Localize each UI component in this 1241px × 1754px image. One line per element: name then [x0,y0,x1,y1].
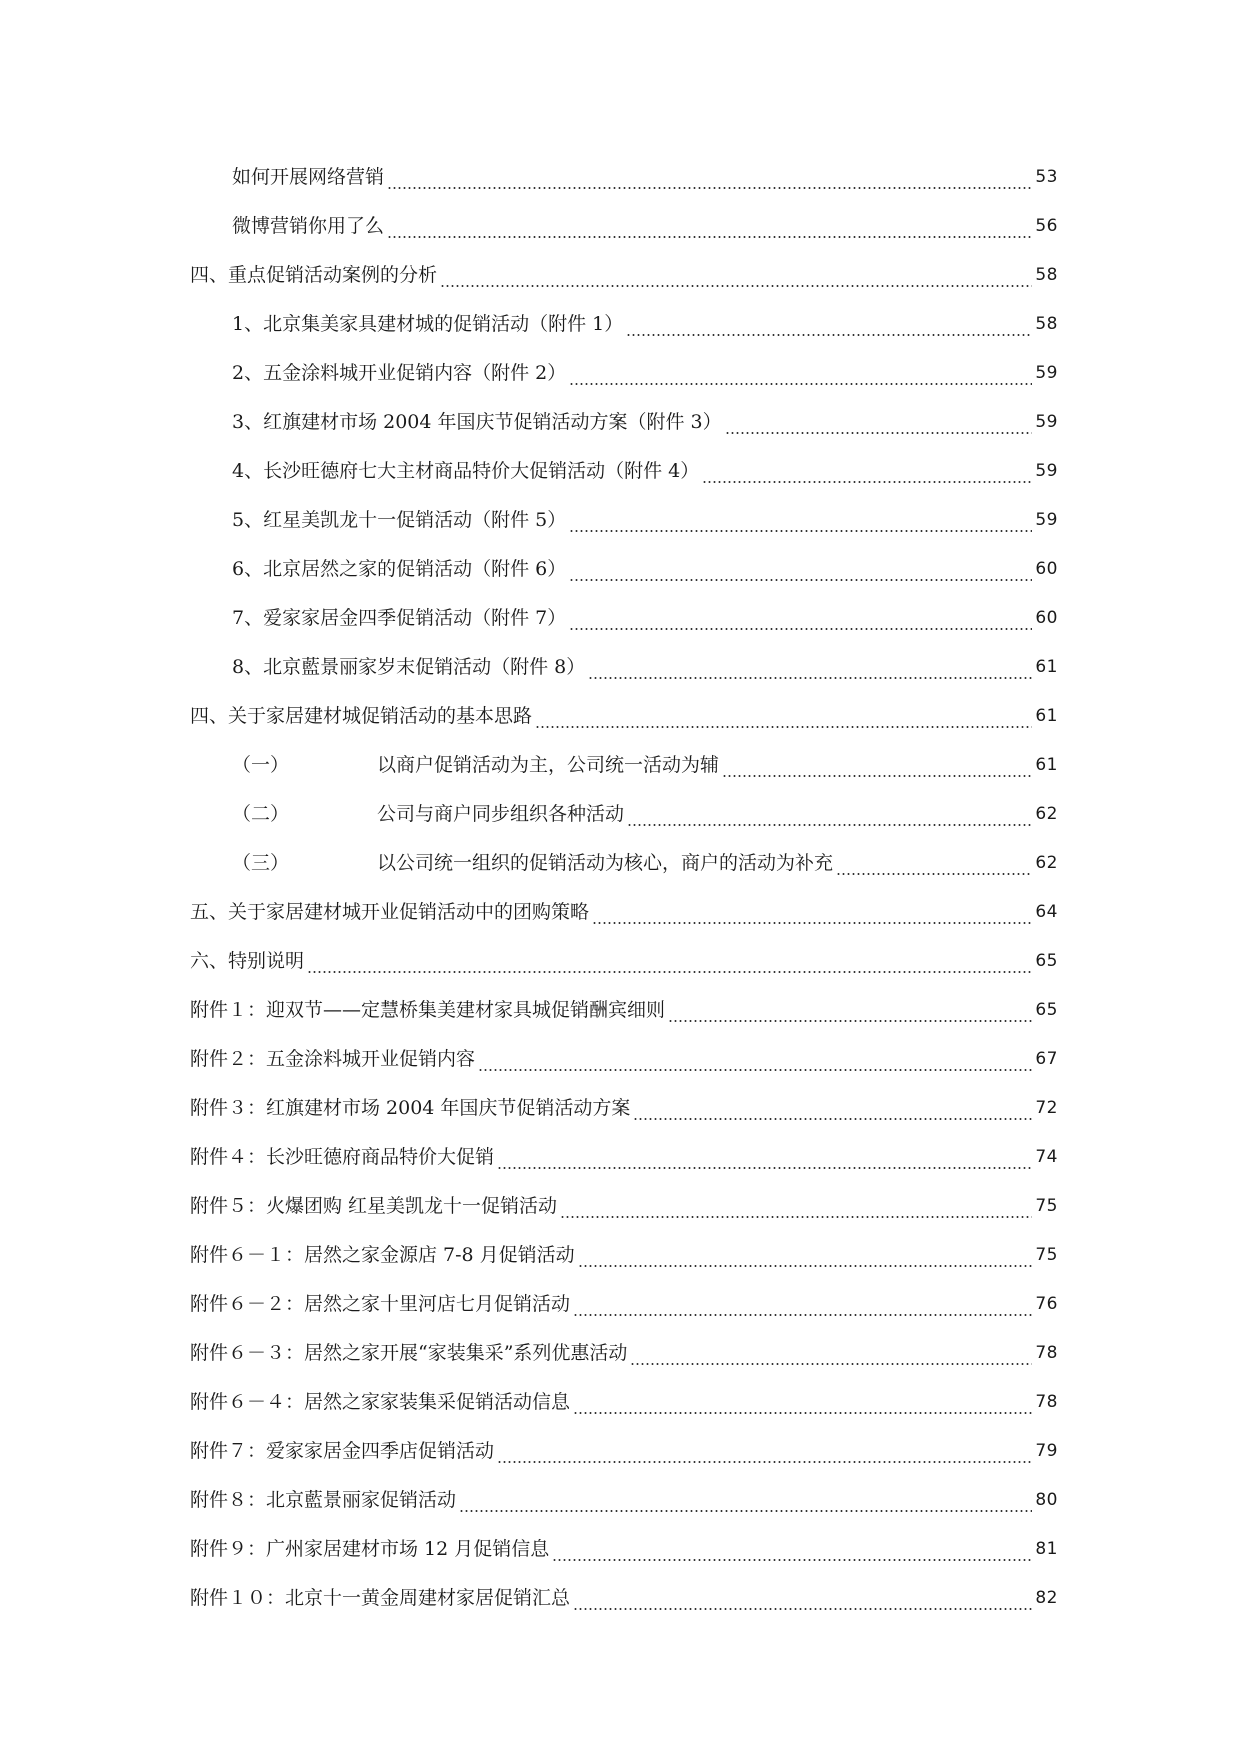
toc-entry-title [232,851,833,875]
toc-entry[interactable] [0,1132,1241,1181]
toc-entry-text: 六、特别说明 [190,949,305,972]
toc-entry-text: 附件１０：北京十一黄金周建材家居促销汇总 [190,1586,571,1609]
toc-entry-text: 四、关于家居建材城促销活动的基本思路 [190,704,533,727]
dot-leader [633,1118,1032,1120]
toc-entry-text: 7、爱家家居金四季促销活动（附件 7） [232,606,567,629]
toc-entry-text: 附件６－２：居然之家十里河店七月促销活动 [190,1292,571,1315]
toc-entry[interactable] [0,348,1241,397]
toc-entry[interactable] [0,1328,1241,1377]
dot-leader [535,726,1032,728]
toc-page-number: 76 [1035,1293,1058,1314]
toc-page-number: 79 [1035,1440,1058,1461]
dot-leader [440,285,1032,287]
toc-entry-title [232,410,722,434]
toc-page-number: 82 [1035,1587,1058,1608]
toc-entry-title [190,1341,627,1365]
toc-entry-text: 4、长沙旺德府七大主材商品特价大促销活动（附件 4） [232,459,700,482]
toc-entry-text: 附件６－１：居然之家金源店 7-8 月促销活动 [190,1243,575,1266]
toc-entry-text: 如何开展网络营销 [232,165,385,188]
toc-entry-title [232,753,719,777]
toc-entry-number: （二） [232,802,290,825]
dot-leader [569,579,1032,581]
toc-entry-text: 附件２：五金涂料城开业促销内容 [190,1047,476,1070]
dot-leader [627,824,1032,826]
dot-leader [573,1608,1032,1610]
toc-entry-text: 附件３：红旗建材市场 2004 年国庆节促销活动方案 [190,1096,631,1119]
toc-page-number: 59 [1035,509,1058,530]
dot-leader [836,873,1032,875]
toc-page-number: 58 [1035,313,1058,334]
dot-leader [722,775,1032,777]
toc-entry[interactable] [0,544,1241,593]
toc-page-number: 65 [1035,950,1058,971]
toc-entry-text: 附件５：火爆团购 红星美凯龙十一促销活动 [190,1194,558,1217]
toc-entry-title [190,949,304,973]
toc-entry-title [232,312,623,336]
toc-entry-title [232,655,585,679]
dot-leader [387,236,1032,238]
toc-entry-title [190,1047,475,1071]
toc-entry-text: 附件６－４：居然之家家装集采促销活动信息 [190,1390,571,1413]
dot-leader [630,1363,1032,1365]
toc-page-number: 81 [1035,1538,1058,1559]
toc-entry-title [190,1145,494,1169]
toc-page-number: 59 [1035,411,1058,432]
table-of-contents [0,152,1241,1622]
toc-page-number: 72 [1035,1097,1058,1118]
dot-leader [702,481,1032,483]
toc-page-number: 78 [1035,1391,1058,1412]
dot-leader [578,1265,1033,1267]
toc-entry-title [232,361,566,385]
toc-page-number: 62 [1035,803,1058,824]
dot-leader [588,677,1032,679]
toc-entry-title [190,998,665,1022]
toc-entry-title [232,508,566,532]
toc-page-number: 64 [1035,901,1058,922]
toc-entry-text: 3、红旗建材市场 2004 年国庆节促销活动方案（附件 3） [232,410,722,433]
dot-leader [560,1216,1032,1218]
dot-leader [569,383,1032,385]
toc-entry-text: 以公司统一组织的促销活动为核心，商户的活动为补充 [377,851,834,874]
dot-leader [569,628,1032,630]
dot-leader [592,922,1032,924]
dot-leader [497,1461,1032,1463]
toc-entry-title [190,1390,570,1414]
toc-entry[interactable] [0,887,1241,936]
dot-leader [668,1020,1032,1022]
toc-page-number: 75 [1035,1244,1058,1265]
toc-page-number: 65 [1035,999,1058,1020]
toc-entry-text: 5、红星美凯龙十一促销活动（附件 5） [232,508,567,531]
toc-entry[interactable] [0,1034,1241,1083]
toc-entry-title [190,1439,494,1463]
toc-entry-text: 公司与商户同步组织各种活动 [377,802,625,825]
toc-entry-number: （一） [232,753,290,776]
dot-leader [307,971,1032,973]
toc-entry-text: 附件７：爱家家居金四季店促销活动 [190,1439,495,1462]
dot-leader [573,1314,1032,1316]
dot-leader [725,432,1033,434]
toc-entry-title [232,802,624,826]
toc-entry[interactable] [0,936,1241,985]
dot-leader [552,1559,1032,1561]
toc-entry-title [232,606,566,630]
toc-page-number: 58 [1035,264,1058,285]
toc-entry[interactable] [0,495,1241,544]
toc-entry[interactable] [0,1475,1241,1524]
toc-entry-text: 附件９：广州家居建材市场 12 月促销信息 [190,1537,550,1560]
toc-entry[interactable] [0,1573,1241,1622]
toc-entry[interactable] [0,985,1241,1034]
toc-entry-title [190,900,589,924]
toc-entry-text: 6、北京居然之家的促销活动（附件 6） [232,557,567,580]
toc-entry[interactable] [0,446,1241,495]
toc-entry[interactable] [0,740,1241,789]
toc-entry-title [190,1537,549,1561]
toc-entry-title [190,1586,570,1610]
toc-entry-text: 附件４：长沙旺德府商品特价大促销 [190,1145,495,1168]
toc-entry-text: 附件８：北京藍景丽家促销活动 [190,1488,457,1511]
toc-entry-text: 8、北京藍景丽家岁末促销活动（附件 8） [232,655,586,678]
toc-entry-text: 以商户促销活动为主，公司统一活动为辅 [377,753,720,776]
toc-entry[interactable] [0,1083,1241,1132]
toc-page-number: 53 [1035,166,1058,187]
toc-entry-title [232,459,699,483]
toc-entry[interactable] [0,1181,1241,1230]
toc-page-number: 75 [1035,1195,1058,1216]
toc-entry[interactable] [0,789,1241,838]
toc-page-number: 60 [1035,607,1058,628]
toc-page-number: 62 [1035,852,1058,873]
toc-page-number: 80 [1035,1489,1058,1510]
dot-leader [569,530,1032,532]
toc-entry-text: 1、北京集美家具建材城的促销活动（附件 1） [232,312,624,335]
toc-entry[interactable] [0,1377,1241,1426]
toc-entry[interactable] [0,201,1241,250]
toc-entry-title [232,557,566,581]
dot-leader [459,1510,1032,1512]
toc-entry-title [190,1292,570,1316]
toc-entry[interactable] [0,397,1241,446]
toc-page-number: 61 [1035,754,1058,775]
toc-entry-text: 附件１：迎双节——定慧桥集美建材家具城促销酬宾细则 [190,998,666,1021]
toc-entry[interactable] [0,838,1241,887]
toc-page-number: 78 [1035,1342,1058,1363]
dot-leader [387,187,1032,189]
toc-entry-title [190,704,532,728]
toc-page-number: 56 [1035,215,1058,236]
toc-entry[interactable] [0,1230,1241,1279]
toc-entry-text: 五、关于家居建材城开业促销活动中的团购策略 [190,900,590,923]
dot-leader [497,1167,1032,1169]
dot-leader [478,1069,1032,1071]
toc-entry-text: 微博营销你用了么 [232,214,385,237]
toc-entry-text: 四、重点促销活动案例的分析 [190,263,438,286]
toc-entry[interactable] [0,299,1241,348]
toc-entry-text: 2、五金涂料城开业促销内容（附件 2） [232,361,567,384]
toc-entry[interactable] [0,250,1241,299]
toc-page-number: 61 [1035,656,1058,677]
toc-entry-title [190,1096,630,1120]
toc-page-number: 67 [1035,1048,1058,1069]
toc-entry[interactable] [0,691,1241,740]
toc-entry-title [190,263,437,287]
toc-entry[interactable] [0,1426,1241,1475]
dot-leader [626,334,1032,336]
toc-page-number: 60 [1035,558,1058,579]
toc-entry-text: 附件６－３：居然之家开展“家装集采”系列优惠活动 [190,1341,628,1364]
toc-page-number: 59 [1035,362,1058,383]
toc-entry-title [190,1243,575,1267]
toc-entry-number: （三） [232,851,290,874]
toc-page-number: 74 [1035,1146,1058,1167]
dot-leader [573,1412,1032,1414]
toc-entry[interactable] [0,593,1241,642]
toc-entry-title [190,1194,557,1218]
toc-entry[interactable] [0,152,1241,201]
toc-page-number: 61 [1035,705,1058,726]
toc-entry-title [190,1488,456,1512]
toc-entry[interactable] [0,642,1241,691]
toc-entry[interactable] [0,1279,1241,1328]
toc-entry[interactable] [0,1524,1241,1573]
toc-entry-title [232,165,384,189]
toc-page-number: 59 [1035,460,1058,481]
toc-entry-title [232,214,384,238]
